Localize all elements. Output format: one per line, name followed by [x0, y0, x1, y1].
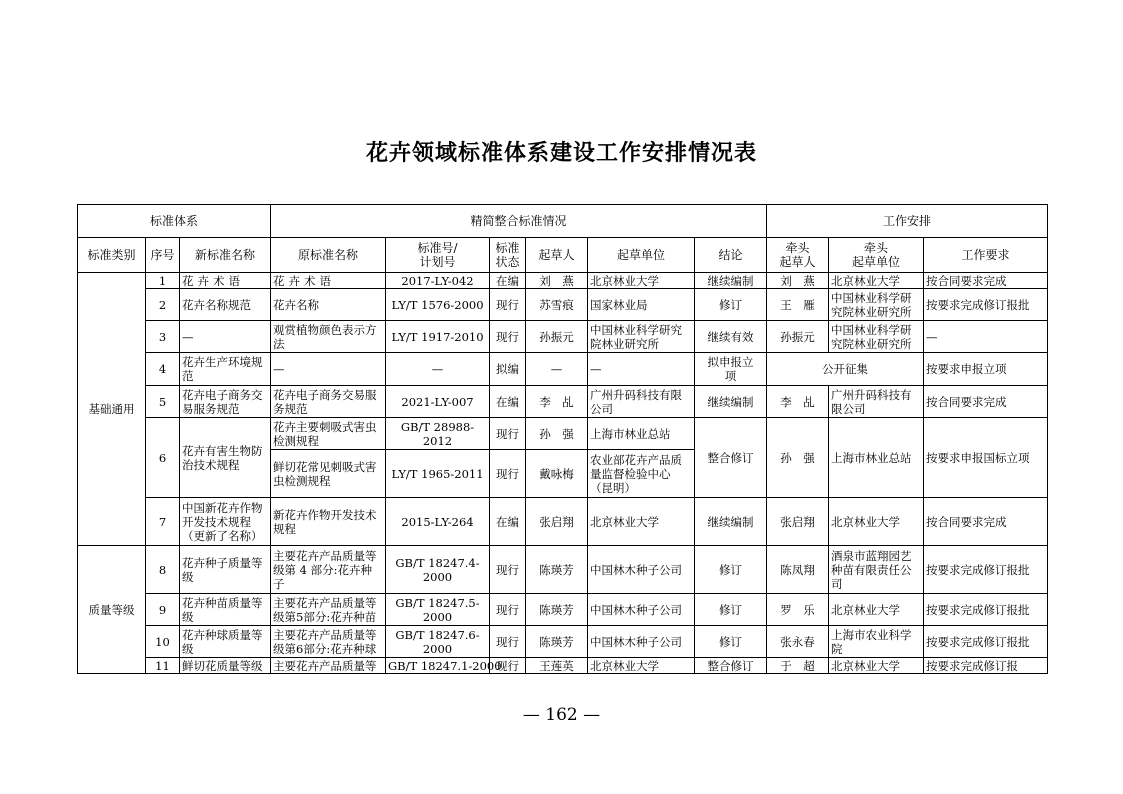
header-row-groups: [78, 205, 1048, 238]
cell-orig-name: 观赏植物颜色表示方法: [271, 321, 386, 353]
cell-drafter: 刘 燕: [526, 273, 588, 289]
cell-new-name: 鲜切花质量等级: [180, 658, 271, 674]
cell-orig-name: 新花卉作物开发技术规程: [271, 498, 386, 546]
cell-drafter: 李 乩: [526, 386, 588, 418]
cell-lead: 刘 燕: [767, 273, 829, 289]
cell-requirement: 按要求申报立项: [924, 353, 1048, 386]
cell-drafter: 陈瑛芳: [526, 546, 588, 594]
category-quality: 质量等级: [78, 546, 146, 674]
table-row: [78, 498, 1048, 546]
cell-orig-name: 花卉名称: [271, 289, 386, 321]
cell-lead: 陈凤翔: [767, 546, 829, 594]
cell-status: 拟编: [490, 353, 526, 386]
cell-status: 现行: [490, 658, 526, 674]
cell-status: 现行: [490, 321, 526, 353]
cell-lead-unit: 北京林业大学: [829, 658, 924, 674]
category-basic: 基础通用: [78, 273, 146, 546]
header-integration: 精简整合标准情况: [271, 205, 767, 238]
table-row: [78, 418, 1048, 450]
cell-lead: 于 超: [767, 658, 829, 674]
table-row: [78, 353, 1048, 386]
table-row: [78, 546, 1048, 594]
cell-conclusion: 修订: [695, 626, 767, 658]
cell-drafter: 苏雪痕: [526, 289, 588, 321]
cell-std-no: 2015-LY-264: [386, 498, 490, 546]
cell-orig-name: 主要花卉产品质量等级第5部分:花卉种苗: [271, 594, 386, 626]
cell-seq: 9: [146, 594, 180, 626]
header-standard-system: 标准体系: [78, 205, 271, 238]
cell-lead: 孙振元: [767, 321, 829, 353]
cell-seq: 2: [146, 289, 180, 321]
cell-lead: 王 雁: [767, 289, 829, 321]
cell-drafter: 王莲英: [526, 658, 588, 674]
cell-conclusion: 修订: [695, 594, 767, 626]
cell-std-no: GB/T 28988-2012: [386, 418, 490, 450]
cell-new-name: 花卉种苗质量等级: [180, 594, 271, 626]
cell-drafter: 陈瑛芳: [526, 594, 588, 626]
cell-seq: 4: [146, 353, 180, 386]
cell-std-no: 2017-LY-042: [386, 273, 490, 289]
cell-unit: 北京林业大学: [588, 658, 695, 674]
standards-table: [77, 204, 1048, 674]
cell-new-name: 花卉生产环境规范: [180, 353, 271, 386]
cell-lead: 张永春: [767, 626, 829, 658]
cell-std-no: LY/T 1917-2010: [386, 321, 490, 353]
cell-lead-unit: 中国林业科学研究院林业研究所: [829, 321, 924, 353]
header-row-columns: [78, 238, 1048, 273]
cell-std-no: GB/T 18247.5-2000: [386, 594, 490, 626]
header-orig-name: 原标准名称: [271, 238, 386, 273]
header-new-name: 新标准名称: [180, 238, 271, 273]
header-lead-unit: 牵头 起草单位: [829, 238, 924, 273]
header-status: 标准 状态: [490, 238, 526, 273]
cell-conclusion: 整合修订: [695, 418, 767, 498]
table-row: [78, 273, 1048, 289]
cell-requirement: 按合同要求完成: [924, 498, 1048, 546]
cell-lead: 孙 强: [767, 418, 829, 498]
cell-lead-unit: 酒泉市蓝翔园艺种苗有限责任公司: [829, 546, 924, 594]
cell-requirement: 按要求完成修订报: [924, 658, 1048, 674]
cell-orig-name: 花卉电子商务交易服务规范: [271, 386, 386, 418]
cell-status: 现行: [490, 418, 526, 450]
cell-lead-unit: 北京林业大学: [829, 594, 924, 626]
cell-std-no: LY/T 1576-2000: [386, 289, 490, 321]
cell-new-name: 中国新花卉作物开发技术规程（更新了名称）: [180, 498, 271, 546]
cell-status: 现行: [490, 626, 526, 658]
cell-lead: 李 乩: [767, 386, 829, 418]
cell-orig-name: 花卉术语: [271, 273, 386, 289]
cell-orig-name: 主要花卉产品质量等级第6部分:花卉种球: [271, 626, 386, 658]
cell-status: 现行: [490, 594, 526, 626]
cell-new-name: 花卉电子商务交易服务规范: [180, 386, 271, 418]
cell-unit: 北京林业大学: [588, 498, 695, 546]
cell-unit: 农业部花卉产品质量监督检验中心（昆明）: [588, 450, 695, 498]
cell-new-name: 花卉种子质量等级: [180, 546, 271, 594]
cell-lead-unit: 上海市林业总站: [829, 418, 924, 498]
cell-unit: —: [588, 353, 695, 386]
page-number: — 162 —: [522, 705, 601, 725]
header-std-no: 标准号/ 计划号: [386, 238, 490, 273]
cell-seq: 11: [146, 658, 180, 674]
cell-drafter: 戴咏梅: [526, 450, 588, 498]
header-conclusion: 结论: [695, 238, 767, 273]
table-row: [78, 289, 1048, 321]
cell-status: 现行: [490, 546, 526, 594]
cell-seq: 6: [146, 418, 180, 498]
cell-unit: 中国林业科学研究院林业研究所: [588, 321, 695, 353]
cell-drafter: —: [526, 353, 588, 386]
header-category: 标准类别: [78, 238, 146, 273]
cell-seq: 10: [146, 626, 180, 658]
cell-orig-name: 主要花卉产品质量等级第 4 部分:花卉种子: [271, 546, 386, 594]
cell-requirement: 按合同要求完成: [924, 386, 1048, 418]
table-row: [78, 386, 1048, 418]
cell-lead-unit: 北京林业大学: [829, 498, 924, 546]
cell-seq: 7: [146, 498, 180, 546]
cell-orig-name: 花卉主要刺吸式害虫检测规程: [271, 418, 386, 450]
table-row: [78, 321, 1048, 353]
header-seq: 序号: [146, 238, 180, 273]
cell-conclusion: 继续编制: [695, 498, 767, 546]
cell-lead-unit: 上海市农业科学院: [829, 626, 924, 658]
cell-conclusion: 继续编制: [695, 386, 767, 418]
cell-requirement: 按要求申报国标立项: [924, 418, 1048, 498]
cell-seq: 8: [146, 546, 180, 594]
cell-drafter: 孙 强: [526, 418, 588, 450]
cell-new-name: 花卉种球质量等级: [180, 626, 271, 658]
cell-unit: 国家林业局: [588, 289, 695, 321]
header-lead: 牵头 起草人: [767, 238, 829, 273]
cell-unit: 广州升码科技有限公司: [588, 386, 695, 418]
header-unit: 起草单位: [588, 238, 695, 273]
cell-conclusion: 整合修订: [695, 658, 767, 674]
cell-status: 现行: [490, 289, 526, 321]
cell-conclusion: 继续有效: [695, 321, 767, 353]
cell-status: 在编: [490, 498, 526, 546]
cell-lead: 罗 乐: [767, 594, 829, 626]
header-drafter: 起草人: [526, 238, 588, 273]
cell-status: 在编: [490, 386, 526, 418]
cell-seq: 1: [146, 273, 180, 289]
cell-requirement: 按要求完成修订报批: [924, 289, 1048, 321]
cell-lead-merged: 公开征集: [767, 353, 924, 386]
cell-conclusion: 修订: [695, 546, 767, 594]
cell-drafter: 张启翔: [526, 498, 588, 546]
cell-unit: 北京林业大学: [588, 273, 695, 289]
cell-conclusion: 拟申报立项: [695, 353, 767, 386]
cell-drafter: 陈瑛芳: [526, 626, 588, 658]
cell-conclusion: 修订: [695, 289, 767, 321]
cell-requirement: 按合同要求完成: [924, 273, 1048, 289]
cell-lead-unit: 北京林业大学: [829, 273, 924, 289]
cell-std-no: GB/T 18247.1-2000: [386, 658, 490, 674]
cell-orig-name: 鲜切花常见刺吸式害虫检测规程: [271, 450, 386, 498]
cell-lead: 张启翔: [767, 498, 829, 546]
cell-std-no: GB/T 18247.4-2000: [386, 546, 490, 594]
cell-lead-unit: 中国林业科学研究院林业研究所: [829, 289, 924, 321]
cell-drafter: 孙振元: [526, 321, 588, 353]
table-row: [78, 626, 1048, 658]
cell-new-name: —: [180, 321, 271, 353]
cell-conclusion: 继续编制: [695, 273, 767, 289]
header-work-plan: 工作安排: [767, 205, 1048, 238]
cell-std-no: —: [386, 353, 490, 386]
cell-unit: 中国林木种子公司: [588, 626, 695, 658]
cell-requirement: 按要求完成修订报批: [924, 626, 1048, 658]
cell-std-no: LY/T 1965-2011: [386, 450, 490, 498]
cell-unit: 上海市林业总站: [588, 418, 695, 450]
cell-lead-unit: 广州升码科技有限公司: [829, 386, 924, 418]
cell-unit: 中国林木种子公司: [588, 594, 695, 626]
table-row: [78, 658, 1048, 674]
cell-new-name: 花卉术语: [180, 273, 271, 289]
cell-unit: 中国林木种子公司: [588, 546, 695, 594]
cell-std-no: GB/T 18247.6-2000: [386, 626, 490, 658]
cell-seq: 5: [146, 386, 180, 418]
header-requirement: 工作要求: [924, 238, 1048, 273]
table-row: [78, 594, 1048, 626]
cell-orig-name: 主要花卉产品质量等: [271, 658, 386, 674]
cell-status: 在编: [490, 273, 526, 289]
cell-new-name: 花卉有害生物防治技术规程: [180, 418, 271, 498]
cell-status: 现行: [490, 450, 526, 498]
cell-requirement: 按要求完成修订报批: [924, 594, 1048, 626]
cell-std-no: 2021-LY-007: [386, 386, 490, 418]
page-title: 花卉领域标准体系建设工作安排情况表: [365, 140, 757, 166]
cell-new-name: 花卉名称规范: [180, 289, 271, 321]
cell-seq: 3: [146, 321, 180, 353]
cell-requirement: —: [924, 321, 1048, 353]
cell-requirement: 按要求完成修订报批: [924, 546, 1048, 594]
cell-orig-name: —: [271, 353, 386, 386]
